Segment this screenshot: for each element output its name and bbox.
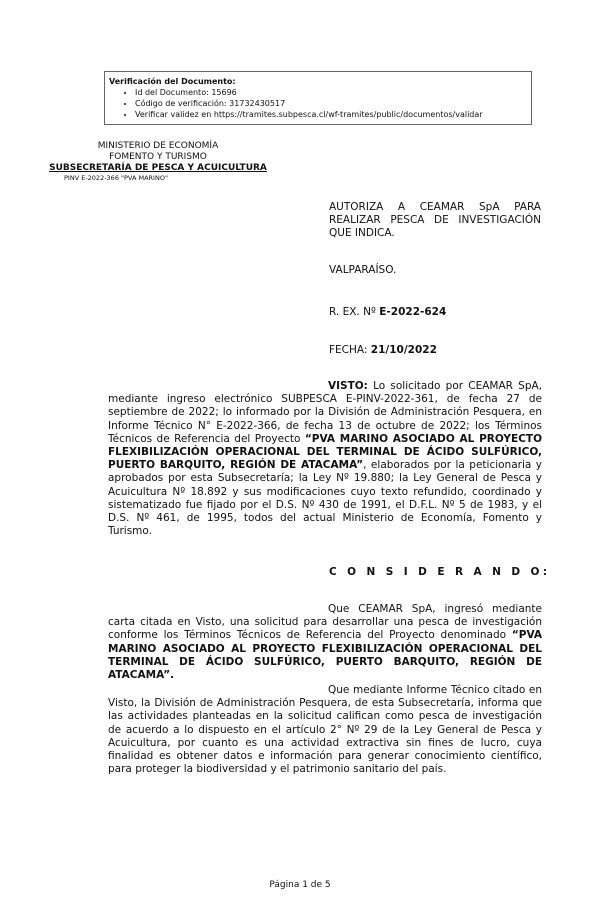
date-value: 21/10/2022 xyxy=(370,344,437,356)
considerando-paragraph-1 xyxy=(108,603,542,682)
considerando-1-text: Que CEAMAR SpA, ingresó mediante carta citada en Visto, una solicitud para desarrollar una pesca de investigación conforme los Términos Técnicos de Referencia del Proyecto denominado xyxy=(108,603,542,642)
visto-text-1: Lo solicitado por CEAMAR SpA, mediante ingreso electrónico SUBPESCA E-PINV-2022-361, de fecha 27 de septiembre de 2022; lo informado por la División de Administración Pesquera, en Informe Técnico N° E-2022-366, de fecha 13 de octubre de 2022; los Términos Técnicos de Referencia del Proyecto xyxy=(108,380,542,445)
ministry-header xyxy=(36,141,280,182)
ministry-line-1: MINISTERIO DE ECONOMÍA xyxy=(97,141,219,151)
visto-label: VISTO: xyxy=(328,380,368,392)
resolution-subject xyxy=(329,201,541,240)
subject-line-1: AUTORIZA A CEAMAR SpA PARA xyxy=(329,201,541,213)
resolution-number xyxy=(329,306,446,319)
considerando-heading: C O N S I D E R A N D O: xyxy=(329,566,551,578)
verification-code: • Código de verificación: 31732430517 xyxy=(135,98,531,109)
page-number: Página 1 de 5 xyxy=(269,880,331,890)
verification-title: Verificación del Documento: xyxy=(109,77,236,86)
visto-paragraph xyxy=(108,380,542,538)
visto-project-name: “PVA MARINO ASOCIADO AL PROYECTO FLEXIBILIZACIÓN OPERACIONAL DEL TERMINAL DE ÁCIDO SULFÚRICO, PUERTO BARQUITO, REGIÓN DE ATACAMA” xyxy=(108,432,542,472)
ministry-line-2: FOMENTO Y TURISMO xyxy=(109,152,207,162)
considerando-paragraph-2 xyxy=(108,684,542,776)
subsecretaria-name: SUBSECRETARÍA DE PESCA Y ACUICULTURA xyxy=(49,163,267,173)
resolution-label: R. EX. Nº xyxy=(329,306,380,318)
considerando-1-project-name: “PVA MARINO ASOCIADO AL PROYECTO FLEXIBILIZACIÓN OPERACIONAL DEL TERMINAL DE ÁCIDO SULFÚRICO, PUERTO BARQUITO, REGIÓN DE ATACAMA”. xyxy=(108,629,542,682)
date-label: FECHA: xyxy=(329,344,371,356)
verification-box xyxy=(104,71,532,125)
verification-url[interactable]: • Verificar validez en https://tramites.subpesca.cl/wf-tramites/public/documentos/validar xyxy=(135,109,531,120)
subject-line-2: REALIZAR PESCA DE INVESTIGACIÓN xyxy=(329,214,541,226)
visto-text-2: , elaborados por la peticionaria y aprobados por esta Subsecretaría; la Ley Nº 19.880; la Ley General de Pesca y Acuicultura Nº 18.892 y sus modificaciones cuyo texto refundido, coordinado y sistematizado fue fijado por el D.S. Nº 430 de 1991, el D.F.L. Nº 5 de 1983, y el D.S. Nº 461, de 1995, todos del actual Ministerio de Economía, Fomento y Turismo. xyxy=(108,459,542,538)
verification-list xyxy=(109,87,531,120)
document-id: • Id del Documento: 15696 xyxy=(135,87,531,98)
subject-line-3: QUE INDICA. xyxy=(329,227,395,239)
resolution-value: E-2022-624 xyxy=(379,306,447,318)
resolution-date xyxy=(329,344,437,357)
document-reference: PINV E-2022-366 "PVA MARINO" xyxy=(64,174,168,182)
city: VALPARAÍSO. xyxy=(329,264,397,276)
considerando-2-text: Que mediante Informe Técnico citado en Visto, la División de Administración Pesquera, de esta Subsecretaría, informa que las actividades planteadas en la solicitud califican como pesca de investigación de acuerdo a lo dispuesto en el artículo 2° Nº 29 de la Ley General de Pesca y Acuicultura, por cuanto es una actividad extractiva sin fines de lucro, cuya finalidad es obtener datos e información para generar conocimiento científico, para proteger la biodiversidad y el patrimonio sanitario del país. xyxy=(108,684,542,776)
